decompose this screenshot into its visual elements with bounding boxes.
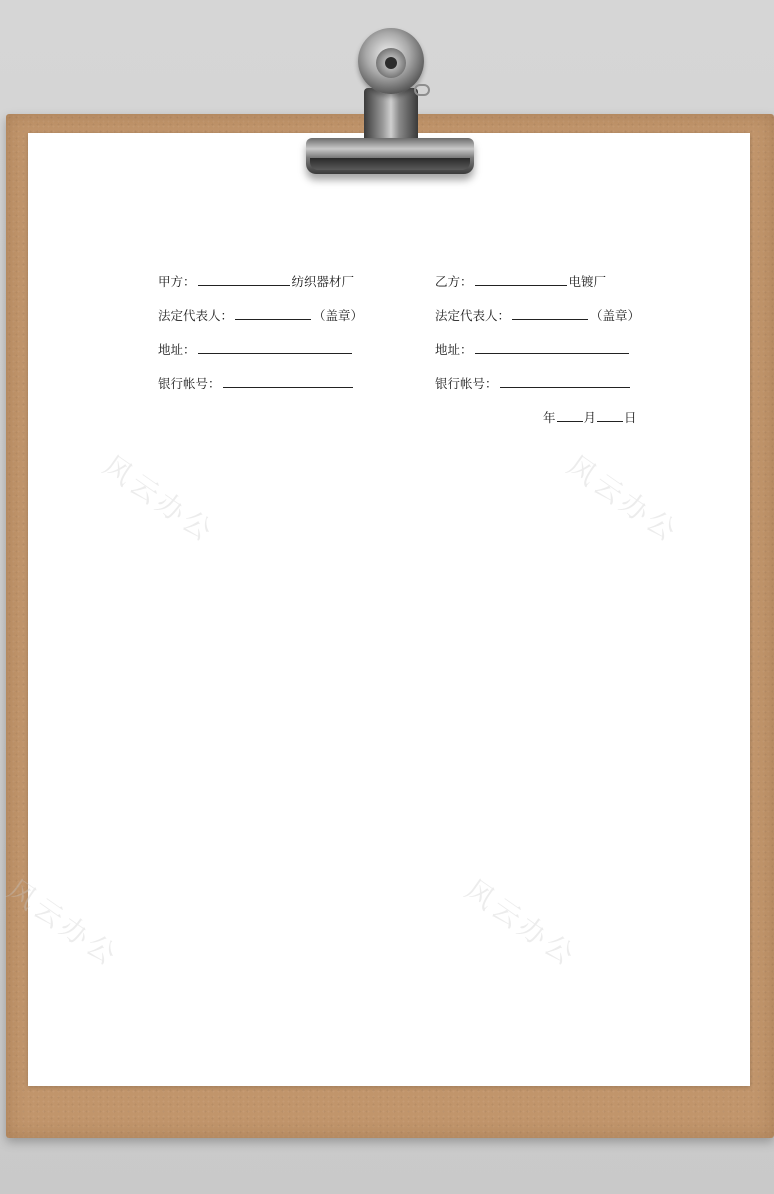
party-a-rep-label: 法定代表人：	[158, 308, 234, 323]
party-a-rep-row	[158, 306, 363, 324]
party-a-address-blank[interactable]	[198, 340, 352, 354]
date-day-label: 日	[624, 410, 637, 425]
party-b-label: 乙方：	[435, 274, 473, 289]
party-a-address-row	[158, 340, 354, 358]
clip-hole-center	[385, 57, 397, 69]
party-a-seal: （盖章）	[313, 308, 364, 323]
clip-wire	[414, 84, 430, 96]
date-month-blank[interactable]	[557, 408, 583, 422]
watermark: 风云办公	[97, 448, 222, 550]
party-b-seal: （盖章）	[590, 308, 641, 323]
party-a-company-suffix: 纺织器材厂	[291, 274, 355, 289]
date-day-blank[interactable]	[597, 408, 623, 422]
party-a-bank-row	[158, 374, 355, 392]
watermark: 风云办公	[459, 872, 584, 974]
party-b-name-row	[435, 272, 606, 290]
party-b-rep-label: 法定代表人：	[435, 308, 511, 323]
party-b-address-label: 地址：	[435, 342, 473, 357]
party-b-name-blank[interactable]	[475, 272, 567, 286]
date-year-label: 年	[543, 410, 556, 425]
date-month-label: 月	[583, 410, 597, 425]
party-b-bank-blank[interactable]	[500, 374, 630, 388]
party-b-rep-blank[interactable]	[512, 306, 588, 320]
party-a-name-blank[interactable]	[198, 272, 290, 286]
party-a-name-row	[158, 272, 354, 290]
party-b-rep-row	[435, 306, 640, 324]
party-a-rep-blank[interactable]	[235, 306, 311, 320]
party-b-address-row	[435, 340, 631, 358]
party-a-label: 甲方：	[158, 274, 196, 289]
paper-sheet	[28, 133, 750, 1086]
watermark: 风云办公	[1, 872, 126, 974]
party-a-address-label: 地址：	[158, 342, 196, 357]
party-a-bank-blank[interactable]	[223, 374, 353, 388]
clip-neck	[364, 88, 418, 144]
party-a-bank-label: 银行帐号：	[158, 376, 221, 391]
party-b-bank-row	[435, 374, 632, 392]
party-b-company-suffix: 电镀厂	[568, 274, 607, 289]
party-b-address-blank[interactable]	[475, 340, 629, 354]
party-b-bank-label: 银行帐号：	[435, 376, 498, 391]
clip-lip	[310, 158, 470, 170]
watermark: 风云办公	[561, 448, 686, 550]
date-row	[543, 408, 637, 426]
